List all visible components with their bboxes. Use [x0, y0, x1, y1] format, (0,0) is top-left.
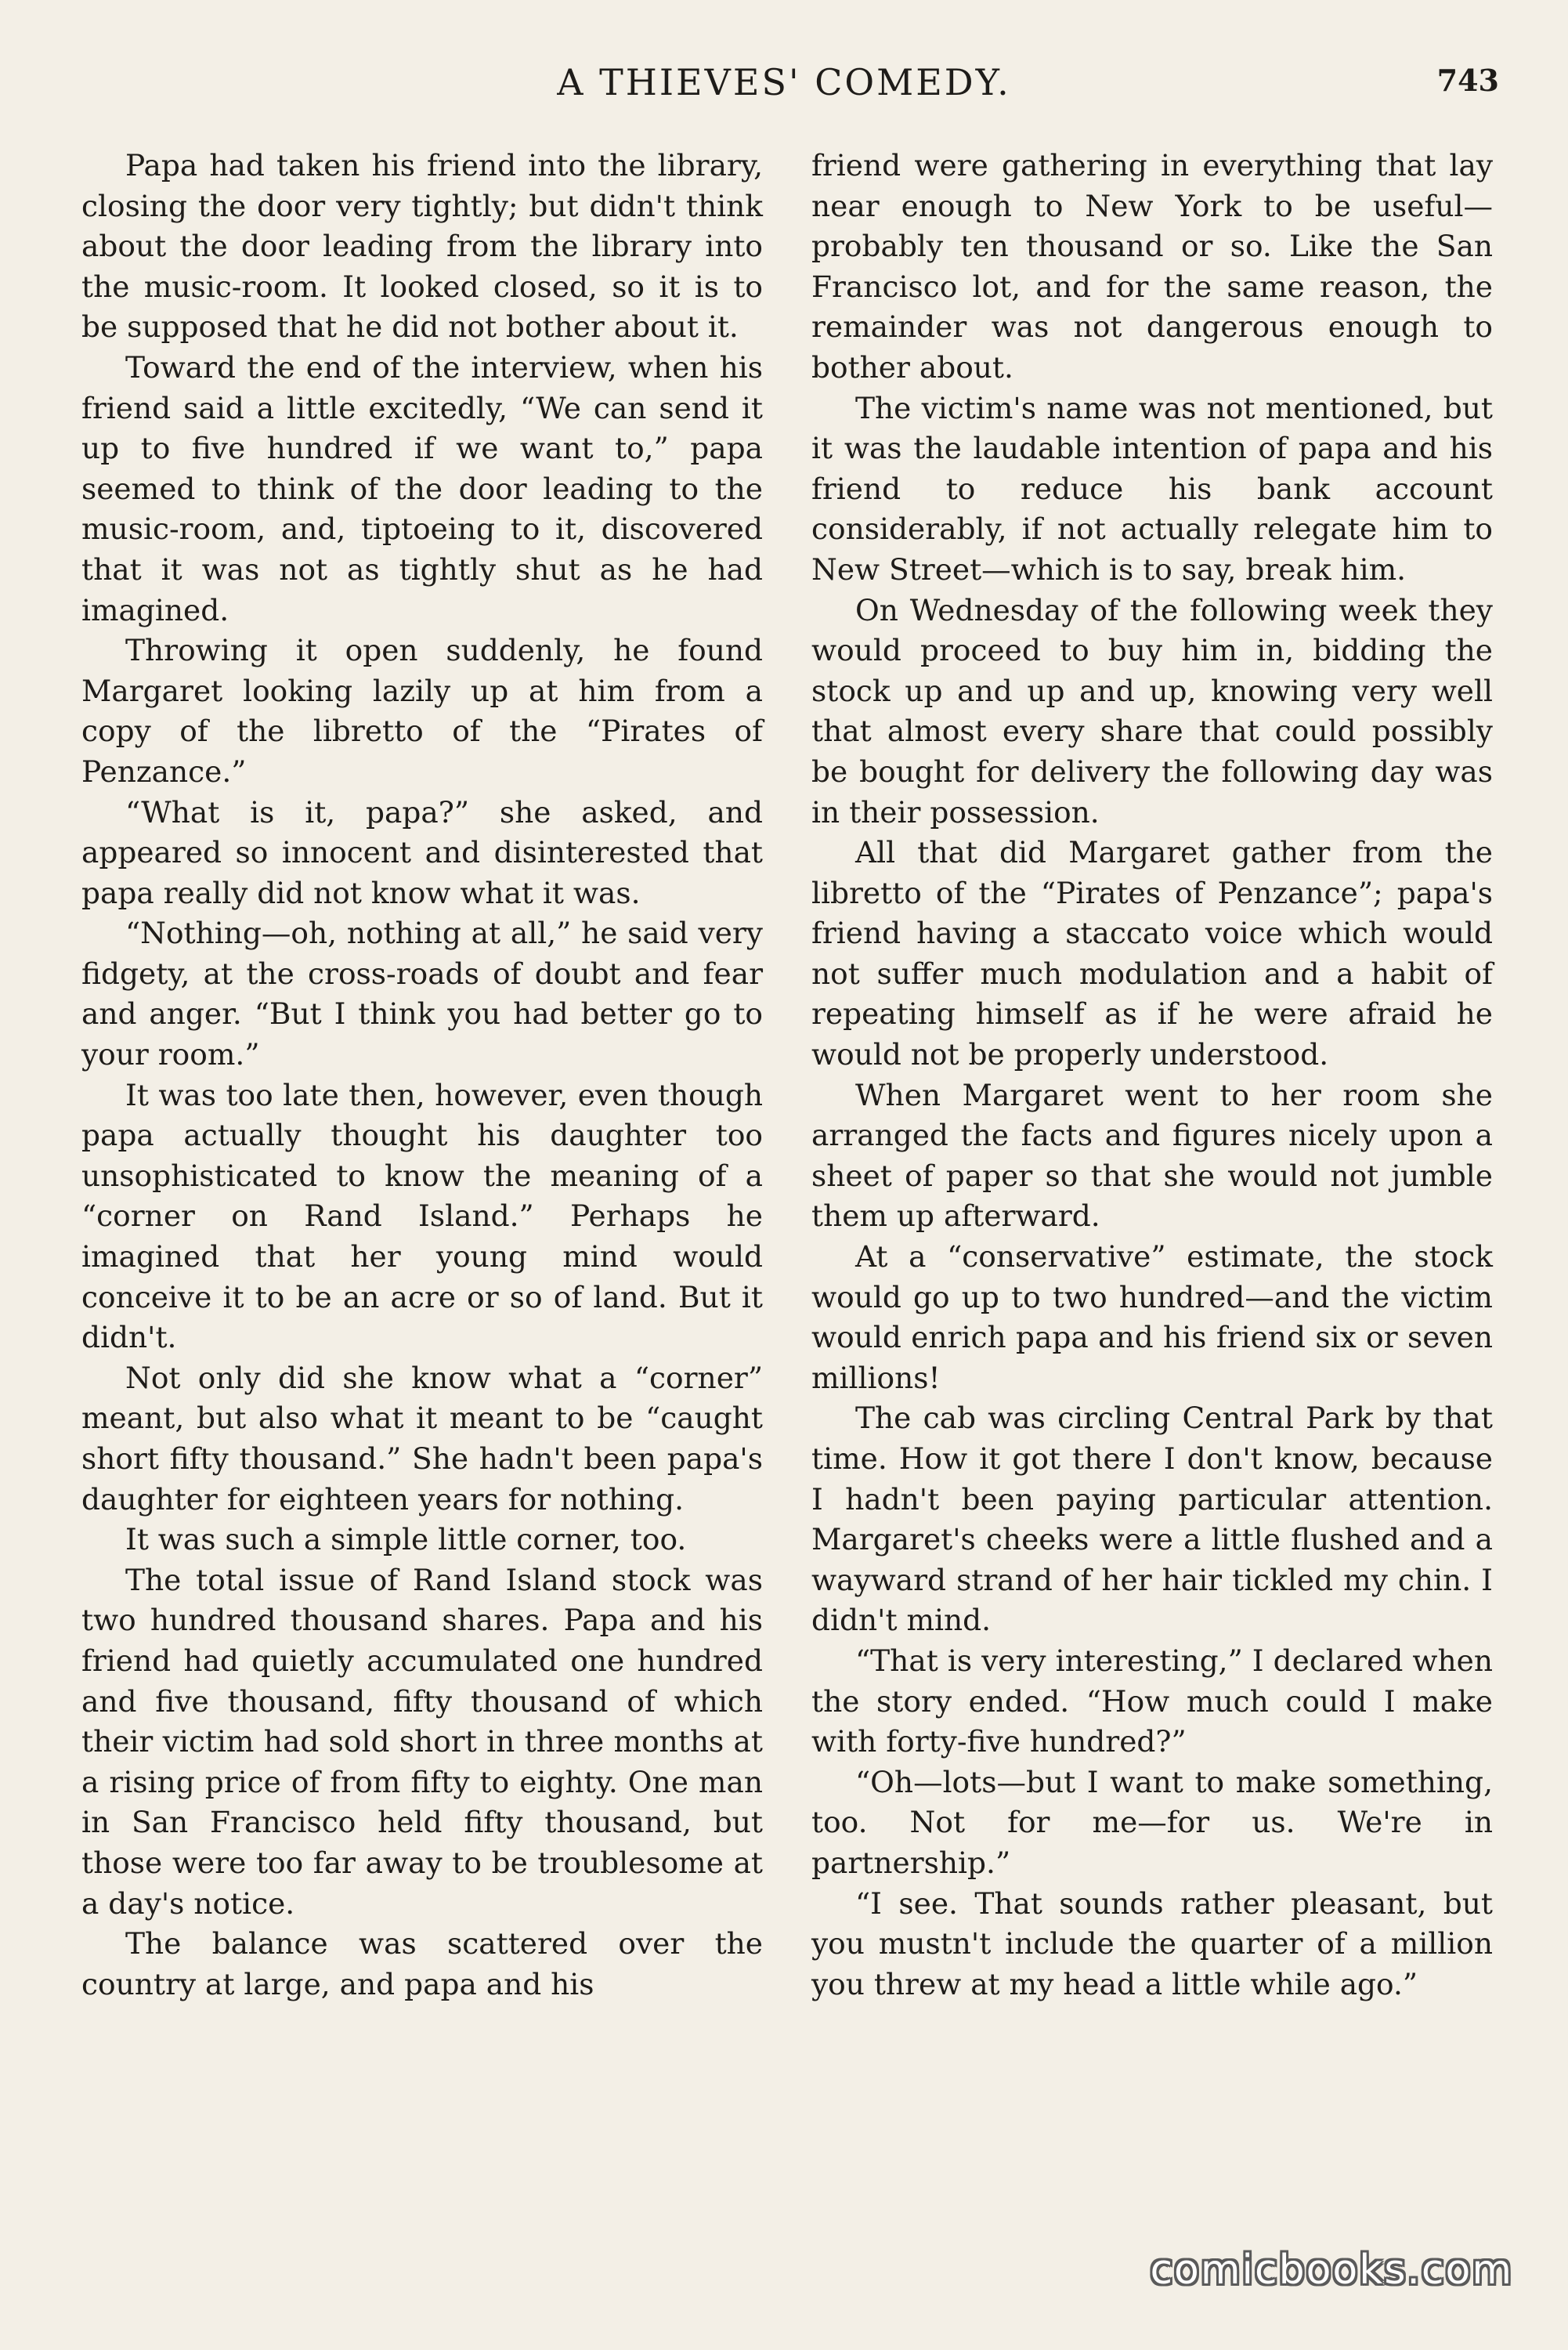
paragraph: It was too late then, however, even though papa actually thought his daughter too unsophisticated to know the meaning of a “corner on Rand Island.” Perhaps he imagined that her young mind would conceive it to be an acre or so of land. But it didn't. [81, 1077, 763, 1355]
paragraph: Not only did she know what a “corner” meant, but also what it meant to be “caught short fifty thousand.” She hadn't been papa's daughter for eighteen years for nothing. [81, 1360, 763, 1517]
paragraph: On Wednesday of the following week they would proceed to buy him in, bidding the stock up and up and up, knowing very well that almost every share that could possibly be bought for delivery the following day was in their possession. [811, 592, 1493, 830]
watermark: comicbooks.com [1150, 2247, 1513, 2294]
page-number: 743 [1436, 63, 1499, 98]
paragraph: The total issue of Rand Island stock was two hundred thousand shares. Papa and his friend had quietly accumulated one hundred and five thousand, fifty thousand of which their victim had sold short in three months at a rising price of from fifty to eighty. One man in San Francisco held fifty thousand, but those were too far away to be troublesome at a day's notice. [81, 1562, 763, 1921]
paragraph: It was such a simple little corner, too. [125, 1522, 687, 1557]
running-title: A THIEVES' COMEDY. [557, 61, 1011, 103]
paragraph: “I see. That sounds rather pleasant, but you mustn't include the quarter of a million you threw at my head a little while ago.” [811, 1885, 1493, 2001]
paragraph: Papa had taken his friend into the library, closing the door very tightly; but didn't think about the door leading from the library into the music-room. It looked closed, so it is to be supposed that he did not bother about it. [81, 148, 763, 345]
paragraph: “Nothing—oh, nothing at all,” he said very fidgety, at the cross-roads of doubt and fear and anger. “But I think you had better go to your room.” [81, 916, 763, 1072]
right-column [811, 146, 1493, 2005]
paragraph: The balance was scattered over the country at large, and papa and his [81, 1926, 763, 2001]
paragraph: The victim's name was not mentioned, but it was the laudable intention of papa and his friend to reduce his bank account considerably, if not actually relegate him to New Street—which is to say, break him. [811, 390, 1493, 587]
left-column [81, 146, 763, 2005]
paragraph: “Oh—lots—but I want to make something, too. Not for me—for us. We're in partnership.” [811, 1764, 1493, 1880]
paragraph-continued: friend were gathering in everything that lay near enough to New York to be useful—probably ten thousand or so. Like the San Francisco lot, and for the same reason, the remainder was not dangerous enough to bother about. [811, 148, 1493, 385]
paragraph: At a “conservative” estimate, the stock would go up to two hundred—and the victim would enrich papa and his friend six or seven millions! [811, 1239, 1493, 1395]
paragraph: All that did Margaret gather from the libretto of the “Pirates of Penzance”; papa's friend having a staccato voice which would not suffer much modulation and a habit of repeating himself as if he were afraid he would not be properly understood. [811, 835, 1493, 1072]
paragraph: The cab was circling Central Park by that time. How it got there I don't know, because I hadn't been paying particular attention. Margaret's cheeks were a little flushed and a wayward strand of her hair tickled my chin. I didn't mind. [811, 1401, 1493, 1638]
paragraph: Throwing it open suddenly, he found Margaret looking lazily up at him from a copy of the libretto of the “Pirates of Penzance.” [81, 633, 763, 789]
paragraph: Toward the end of the interview, when his friend said a little excitedly, “We can send it up to five hundred if we want to,” papa seemed to think of the door leading to the music-room, and, tiptoeing to it, discovered that it was not as tightly shut as he had imagined. [81, 349, 763, 627]
paragraph: When Margaret went to her room she arranged the facts and figures nicely upon a sheet of paper so that she would not jumble them up afterward. [811, 1077, 1493, 1234]
paragraph: “What is it, papa?” she asked, and appeared so innocent and disinterested that papa really did not know what it was. [81, 794, 763, 910]
paragraph: “That is very interesting,” I declared when the story ended. “How much could I make with forty-five hundred?” [811, 1643, 1493, 1759]
